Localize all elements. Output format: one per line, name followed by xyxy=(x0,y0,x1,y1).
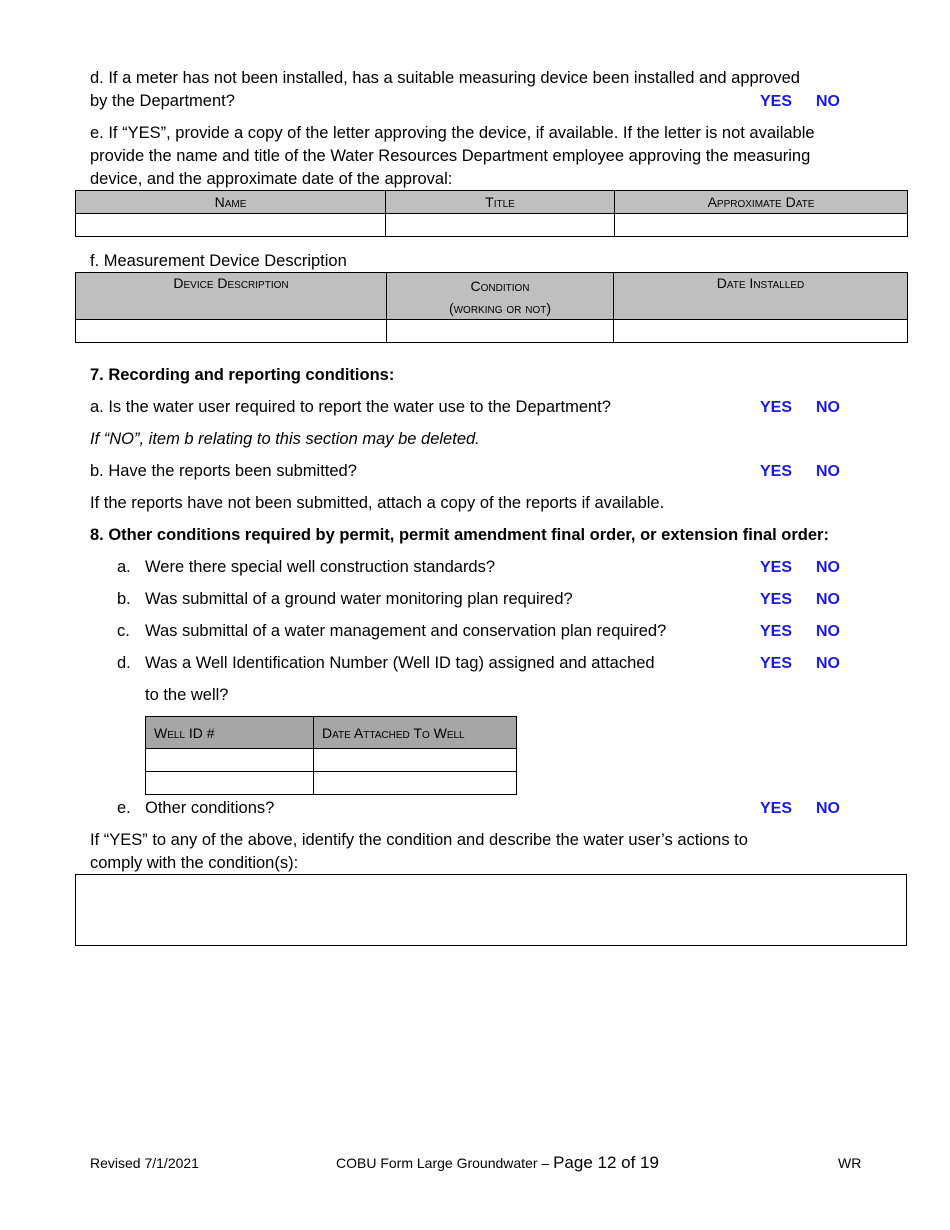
if-yes-line1: If “YES” to any of the above, identify the condition and describe the water user’s actions to xyxy=(90,831,748,849)
footer-code: WR xyxy=(838,1155,862,1171)
device-description-cell[interactable] xyxy=(76,320,387,343)
section7-a-no-option[interactable]: NO xyxy=(816,399,840,416)
device-table-header-date: Date Installed xyxy=(614,273,908,320)
section8-b-yes-option[interactable]: YES xyxy=(760,591,793,608)
section8-e-no-option[interactable]: NO xyxy=(816,800,840,817)
section8-d-no-option[interactable]: NO xyxy=(816,655,840,672)
section8-a-no-option[interactable]: NO xyxy=(816,559,840,576)
section7-question-b: b. Have the reports been submitted? xyxy=(90,462,357,480)
section8-title: 8. Other conditions required by permit, permit amendment final order, or extension final order: xyxy=(90,526,829,544)
section8-c-yes-option[interactable]: YES xyxy=(760,623,793,640)
question-d-line1: d. If a meter has not been installed, has a suitable measuring device been installed and approved xyxy=(90,69,800,87)
question-d-line2: by the Department? xyxy=(90,92,235,110)
question-d-yes-option[interactable]: YES xyxy=(760,93,793,110)
section7-b-no-option[interactable]: NO xyxy=(816,463,840,480)
approval-table-header-name: Name xyxy=(76,191,386,214)
section8-e-yes-option[interactable]: YES xyxy=(760,800,793,817)
section8-item-b-letter: b. xyxy=(117,590,131,608)
well-table-header-id: Well ID # xyxy=(146,717,314,749)
footer-revised-date: Revised 7/1/2021 xyxy=(90,1155,199,1171)
approval-table xyxy=(75,190,908,237)
approval-date-cell[interactable] xyxy=(615,214,908,237)
well-table-header-date: Date Attached To Well xyxy=(314,717,517,749)
if-yes-line2: comply with the condition(s): xyxy=(90,854,299,872)
section7-b-yes-option[interactable]: YES xyxy=(760,463,793,480)
section8-item-b-text: Was submittal of a ground water monitoring plan required? xyxy=(145,590,573,608)
section8-item-a-letter: a. xyxy=(117,558,131,576)
section8-item-e-text: Other conditions? xyxy=(145,799,275,817)
device-table-header-condition xyxy=(387,273,614,320)
device-date-cell[interactable] xyxy=(614,320,908,343)
device-table-header-condition-line1: Condition xyxy=(470,278,530,294)
device-table-header-description: Device Description xyxy=(76,273,387,320)
device-table-header-condition-line2: (working or not) xyxy=(448,300,552,316)
question-e-line3: device, and the approximate date of the approval: xyxy=(90,170,453,188)
section8-b-no-option[interactable]: NO xyxy=(816,591,840,608)
section8-item-a-text: Were there special well construction standards? xyxy=(145,558,496,576)
conditions-description-textbox[interactable] xyxy=(75,874,907,946)
section7-title: 7. Recording and reporting conditions: xyxy=(90,366,395,384)
section8-item-c-letter: c. xyxy=(117,622,130,640)
section8-c-no-option[interactable]: NO xyxy=(816,623,840,640)
approval-name-cell[interactable] xyxy=(76,214,386,237)
well-id-cell[interactable] xyxy=(146,772,314,795)
section8-d-yes-option[interactable]: YES xyxy=(760,655,793,672)
footer-form-name xyxy=(336,1153,659,1173)
question-f-label: f. Measurement Device Description xyxy=(90,252,347,270)
section8-item-d-text: Was a Well Identification Number (Well ID tag) assigned and attached xyxy=(145,654,655,672)
well-id-table xyxy=(145,716,517,795)
section8-item-c-text: Was submittal of a water management and conservation plan required? xyxy=(145,622,667,640)
footer-form-title: COBU Form Large Groundwater – xyxy=(336,1155,554,1171)
section8-item-d-letter: d. xyxy=(117,654,131,672)
section8-item-d-continuation: to the well? xyxy=(145,686,229,704)
section7-question-a: a. Is the water user required to report the water use to the Department? xyxy=(90,398,611,416)
well-date-cell[interactable] xyxy=(314,772,517,795)
approval-table-header-title: Title xyxy=(386,191,615,214)
question-e-line2: provide the name and title of the Water Resources Department employee approving the measuring xyxy=(90,147,811,165)
device-condition-cell[interactable] xyxy=(387,320,614,343)
well-date-cell[interactable] xyxy=(314,749,517,772)
device-table xyxy=(75,272,908,343)
section7-note: If “NO”, item b relating to this section may be deleted. xyxy=(90,430,480,448)
section7-after-note: If the reports have not been submitted, attach a copy of the reports if available. xyxy=(90,494,665,512)
approval-title-cell[interactable] xyxy=(386,214,615,237)
section7-a-yes-option[interactable]: YES xyxy=(760,399,793,416)
question-d-no-option[interactable]: NO xyxy=(816,93,840,110)
question-e-line1: e. If “YES”, provide a copy of the letter approving the device, if available. If the letter is not available xyxy=(90,124,815,142)
section8-a-yes-option[interactable]: YES xyxy=(760,559,793,576)
approval-table-header-date: Approximate Date xyxy=(615,191,908,214)
footer-page-number: Page 12 of 19 xyxy=(553,1153,659,1172)
section8-item-e-letter: e. xyxy=(117,799,131,817)
well-id-cell[interactable] xyxy=(146,749,314,772)
